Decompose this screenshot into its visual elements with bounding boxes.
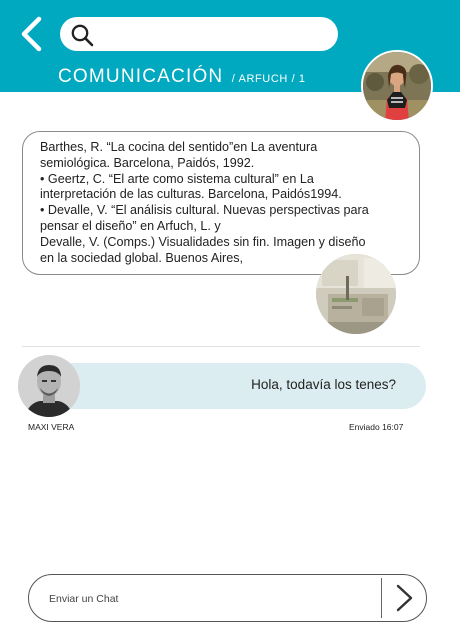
- sender-name: MAXI VERA: [28, 422, 75, 432]
- sender-photo: [18, 355, 80, 417]
- send-button[interactable]: [387, 581, 421, 615]
- user-avatar[interactable]: [361, 50, 433, 122]
- sent-timestamp: Enviado 16:07: [349, 422, 404, 432]
- back-button[interactable]: [18, 16, 46, 52]
- search-bar[interactable]: [60, 17, 338, 51]
- search-icon: [70, 23, 94, 47]
- search-input[interactable]: [102, 21, 328, 49]
- breadcrumb: / ARFUCH / 1: [231, 73, 306, 85]
- reply-text: Hola, todavía los tenes?: [251, 377, 396, 392]
- reply-bubble: [40, 363, 426, 409]
- chat-input[interactable]: [47, 587, 371, 611]
- chevron-left-icon: [18, 16, 46, 52]
- composer-divider: [381, 578, 382, 618]
- book-photo: [316, 254, 396, 334]
- contact-avatar[interactable]: [316, 254, 396, 334]
- divider: [22, 346, 420, 347]
- page-title: COMUNICACIÓN: [58, 66, 224, 87]
- chat-composer: [28, 574, 427, 622]
- page-title-row: [58, 66, 306, 88]
- user-photo: [363, 52, 431, 120]
- message-text: Barthes, R. “La cocina del sentido”en La aventura semiológica. Barcelona, Paidós, 1992. • Geertz, C. “El arte como sistema cultural” en La interpretación de las culturas. Barcelona, Paidós1994. • Devalle, V. “El análisis cultural. Nuevas perspectivas para pensar el diseño” en Arfuch, L. y Devalle, V. (Comps.) Visualidades sin fin. Imagen y diseño en la sociedad global. Buenos Aires,: [40, 140, 369, 265]
- chevron-right-icon: [387, 581, 421, 615]
- sender-avatar[interactable]: [18, 355, 80, 417]
